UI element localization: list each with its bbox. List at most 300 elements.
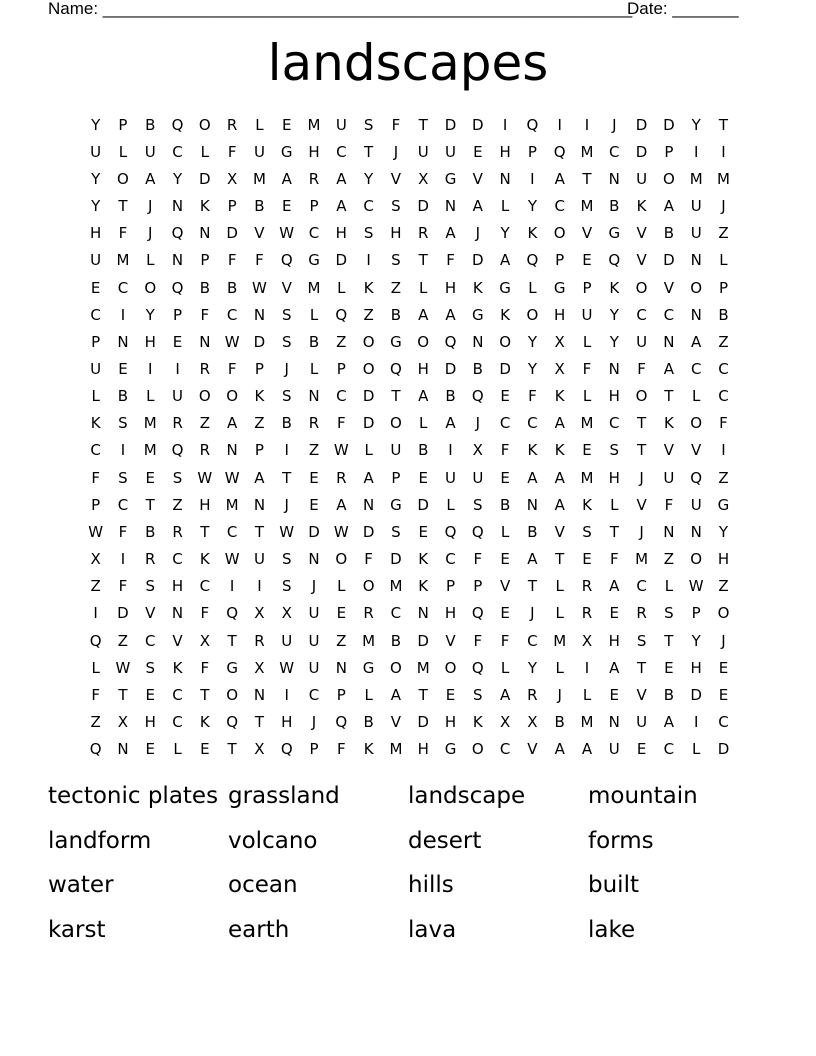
- grid-letter: N: [608, 713, 620, 732]
- grid-letter: C: [609, 414, 620, 433]
- grid-letter: E: [172, 332, 183, 351]
- grid-letter: X: [527, 713, 538, 732]
- grid-letter: X: [199, 631, 210, 650]
- grid-letter: S: [664, 604, 674, 623]
- word-bank-item: hills: [408, 872, 454, 898]
- grid-letter: U: [308, 631, 320, 650]
- grid-letter: C: [636, 305, 647, 324]
- grid-letter: K: [554, 387, 565, 406]
- grid-letter: P: [200, 251, 210, 270]
- grid-letter: Z: [718, 468, 729, 487]
- grid-letter: U: [636, 713, 648, 732]
- grid-letter: X: [554, 332, 565, 351]
- grid-letter: K: [582, 495, 592, 514]
- grid-letter: B: [254, 197, 265, 216]
- grid-row: [82, 546, 742, 573]
- grid-letter: V: [581, 224, 593, 243]
- grid-letter: B: [663, 224, 675, 243]
- grid-letter: C: [527, 414, 538, 433]
- grid-letter: I: [257, 577, 262, 596]
- grid-letter: S: [145, 577, 155, 596]
- grid-letter: Z: [663, 550, 675, 569]
- grid-letter: K: [418, 550, 429, 569]
- grid-letter: T: [254, 522, 265, 541]
- grid-letter: S: [172, 468, 183, 487]
- grid-letter: Q: [471, 658, 484, 677]
- grid-letter: J: [148, 224, 153, 243]
- grid-letter: L: [555, 604, 564, 623]
- grid-row: [82, 192, 742, 219]
- grid-letter: F: [473, 631, 483, 650]
- grid-letter: H: [144, 713, 156, 732]
- grid-letter: I: [120, 305, 126, 324]
- grid-letter: B: [145, 522, 156, 541]
- grid-letter: N: [117, 332, 129, 351]
- grid-letter: Q: [171, 115, 184, 134]
- grid-letter: A: [227, 414, 238, 433]
- grid-letter: O: [690, 414, 703, 433]
- grid-letter: L: [337, 278, 346, 297]
- grid-letter: M: [580, 142, 594, 161]
- grid-letter: D: [417, 713, 429, 732]
- grid-letter: Z: [90, 713, 101, 732]
- grid-letter: L: [337, 577, 346, 596]
- grid-letter: G: [717, 495, 730, 514]
- grid-letter: C: [308, 685, 320, 704]
- grid-letter: E: [418, 468, 428, 487]
- grid-letter: P: [582, 278, 592, 297]
- grid-letter: S: [473, 495, 483, 514]
- grid-letter: Z: [117, 631, 129, 650]
- grid-row: [82, 573, 742, 600]
- grid-letter: M: [580, 197, 594, 216]
- grid-letter: Q: [690, 468, 703, 487]
- grid-letter: T: [418, 251, 428, 270]
- date-field-line: Date: _______: [627, 0, 739, 18]
- grid-letter: M: [580, 414, 594, 433]
- grid-letter: C: [609, 142, 620, 161]
- grid-letter: Q: [280, 251, 293, 270]
- grid-row: [82, 220, 742, 247]
- grid-letter: Q: [171, 278, 184, 297]
- grid-letter: D: [635, 115, 648, 134]
- grid-letter: N: [690, 305, 702, 324]
- grid-letter: F: [118, 224, 128, 243]
- grid-row: [82, 383, 742, 410]
- grid-letter: E: [418, 522, 428, 541]
- grid-letter: S: [582, 522, 592, 541]
- grid-letter: U: [90, 251, 102, 270]
- grid-letter: L: [692, 387, 701, 406]
- grid-letter: L: [610, 495, 619, 514]
- grid-letter: B: [609, 197, 620, 216]
- grid-letter: Z: [336, 332, 347, 351]
- grid-letter: U: [335, 115, 347, 134]
- grid-letter: Y: [609, 305, 619, 324]
- grid-row: [82, 328, 742, 355]
- grid-letter: X: [254, 740, 265, 759]
- grid-letter: D: [335, 251, 348, 270]
- grid-letter: L: [692, 740, 701, 759]
- grid-letter: B: [418, 441, 429, 460]
- grid-letter: M: [252, 169, 266, 188]
- grid-row: [82, 627, 742, 654]
- grid-letter: V: [554, 522, 565, 541]
- grid-letter: L: [200, 142, 210, 161]
- grid-letter: O: [717, 604, 730, 623]
- grid-letter: T: [418, 685, 428, 704]
- grid-letter: N: [117, 740, 129, 759]
- grid-letter: W: [224, 332, 240, 351]
- word-bank-item: forms: [588, 827, 654, 854]
- grid-letter: L: [555, 577, 564, 596]
- grid-letter: B: [281, 414, 292, 433]
- grid-letter: N: [526, 495, 539, 514]
- grid-letter: Y: [718, 522, 729, 541]
- grid-letter: P: [254, 359, 264, 378]
- grid-letter: L: [364, 685, 373, 704]
- grid-letter: R: [199, 359, 211, 378]
- grid-letter: S: [391, 251, 401, 270]
- grid-letter: D: [690, 685, 702, 704]
- grid-letter: R: [527, 685, 538, 704]
- grid-letter: Q: [226, 604, 239, 623]
- grid-letter: K: [527, 441, 538, 460]
- name-field-line: Name: ________________________________________________________: [48, 0, 633, 18]
- grid-letter: A: [445, 414, 456, 433]
- grid-letter: C: [172, 713, 183, 732]
- grid-row: [82, 708, 742, 735]
- grid-letter: U: [144, 142, 156, 161]
- grid-letter: P: [527, 142, 537, 161]
- grid-letter: A: [445, 224, 456, 243]
- grid-letter: I: [120, 550, 126, 569]
- grid-letter: A: [527, 550, 538, 569]
- grid-letter: X: [554, 359, 565, 378]
- grid-letter: I: [175, 359, 180, 378]
- grid-letter: R: [145, 550, 156, 569]
- grid-letter: M: [362, 631, 376, 650]
- grid-letter: F: [227, 251, 237, 270]
- grid-letter: C: [172, 142, 183, 161]
- grid-letter: I: [93, 604, 98, 623]
- grid-letter: J: [148, 197, 153, 216]
- grid-letter: C: [636, 577, 647, 596]
- grid-row: [82, 301, 742, 328]
- grid-letter: A: [336, 495, 347, 514]
- grid-letter: O: [690, 550, 703, 569]
- word-bank-item: volcano: [228, 827, 318, 854]
- grid-letter: L: [500, 658, 510, 677]
- grid-letter: M: [307, 278, 321, 297]
- grid-letter: U: [281, 631, 293, 650]
- grid-letter: V: [527, 740, 538, 759]
- grid-letter: A: [418, 305, 429, 324]
- grid-letter: M: [580, 468, 594, 487]
- grid-letter: C: [117, 495, 129, 514]
- grid-letter: S: [363, 224, 374, 243]
- grid-letter: L: [146, 387, 155, 406]
- grid-letter: N: [253, 685, 266, 704]
- word-bank-item: mountain: [588, 783, 698, 809]
- grid-letter: I: [366, 251, 371, 270]
- grid-letter: B: [527, 522, 538, 541]
- grid-letter: C: [690, 359, 702, 378]
- grid-letter: J: [475, 414, 481, 433]
- grid-letter: V: [663, 278, 675, 297]
- grid-letter: I: [557, 115, 562, 134]
- grid-letter: T: [145, 495, 155, 514]
- grid-letter: A: [527, 468, 538, 487]
- grid-letter: Q: [226, 713, 239, 732]
- grid-letter: E: [582, 550, 592, 569]
- grid-letter: Y: [91, 197, 101, 216]
- grid-letter: C: [554, 197, 565, 216]
- grid-letter: H: [608, 387, 620, 406]
- grid-letter: D: [663, 251, 675, 270]
- grid-letter: Z: [718, 577, 729, 596]
- grid-letter: O: [662, 169, 675, 188]
- grid-letter: U: [253, 142, 265, 161]
- grid-letter: D: [663, 115, 675, 134]
- grid-letter: P: [309, 197, 319, 216]
- grid-letter: K: [472, 713, 483, 732]
- grid-letter: Z: [718, 224, 729, 243]
- grid-letter: W: [224, 550, 240, 569]
- grid-letter: F: [200, 604, 210, 623]
- grid-letter: B: [390, 631, 402, 650]
- grid-letter: N: [308, 550, 320, 569]
- grid-row: [82, 410, 742, 437]
- grid-letter: R: [308, 414, 320, 433]
- grid-letter: K: [609, 278, 620, 297]
- grid-letter: E: [609, 685, 620, 704]
- grid-letter: L: [91, 387, 100, 406]
- grid-letter: E: [145, 740, 155, 759]
- grid-letter: A: [663, 197, 675, 216]
- grid-letter: O: [390, 414, 402, 433]
- grid-letter: N: [199, 224, 211, 243]
- grid-letter: D: [472, 251, 484, 270]
- grid-letter: K: [199, 197, 210, 216]
- grid-letter: P: [336, 685, 346, 704]
- grid-letter: B: [554, 713, 565, 732]
- grid-letter: K: [172, 658, 183, 677]
- grid-letter: I: [693, 142, 699, 161]
- grid-letter: Y: [691, 631, 701, 650]
- grid-letter: S: [281, 387, 292, 406]
- grid-letter: B: [117, 387, 129, 406]
- grid-row: [82, 654, 742, 681]
- grid-letter: D: [117, 604, 129, 623]
- grid-letter: G: [608, 224, 621, 243]
- grid-letter: M: [553, 631, 567, 650]
- grid-letter: H: [608, 631, 620, 650]
- grid-letter: A: [554, 414, 565, 433]
- grid-letter: E: [582, 441, 592, 460]
- grid-letter: A: [281, 169, 292, 188]
- word-bank-item: lava: [408, 916, 457, 943]
- grid-letter: C: [718, 359, 729, 378]
- grid-letter: Q: [171, 224, 184, 243]
- grid-letter: F: [91, 468, 100, 487]
- grid-row: [82, 111, 742, 138]
- grid-letter: C: [445, 550, 456, 569]
- grid-letter: F: [719, 414, 728, 433]
- grid-letter: I: [584, 658, 590, 677]
- grid-letter: C: [527, 631, 538, 650]
- word-bank-item: desert: [408, 827, 482, 854]
- grid-letter: W: [688, 577, 704, 596]
- grid-letter: K: [199, 713, 210, 732]
- grid-letter: A: [336, 197, 347, 216]
- grid-letter: F: [637, 359, 646, 378]
- grid-letter: B: [472, 359, 483, 378]
- grid-letter: R: [636, 604, 647, 623]
- grid-letter: L: [173, 740, 182, 759]
- grid-letter: V: [281, 278, 292, 297]
- grid-letter: E: [90, 278, 101, 297]
- grid-letter: Q: [280, 740, 293, 759]
- grid-letter: I: [721, 441, 726, 460]
- grid-letter: V: [472, 169, 483, 188]
- grid-letter: F: [227, 359, 237, 378]
- grid-letter: T: [664, 387, 674, 406]
- grid-letter: D: [226, 224, 238, 243]
- grid-letter: J: [612, 115, 617, 134]
- grid-letter: F: [500, 631, 510, 650]
- grid-letter: R: [199, 441, 211, 460]
- grid-letter: P: [227, 197, 237, 216]
- grid-letter: K: [472, 278, 483, 297]
- grid-letter: F: [200, 305, 210, 324]
- grid-letter: I: [284, 685, 289, 704]
- grid-letter: G: [444, 169, 457, 188]
- grid-letter: K: [500, 305, 511, 324]
- grid-letter: H: [144, 332, 156, 351]
- grid-letter: H: [335, 224, 347, 243]
- grid-letter: E: [500, 604, 510, 623]
- grid-letter: O: [417, 332, 430, 351]
- word-bank-item: built: [588, 872, 639, 898]
- grid-letter: E: [609, 604, 620, 623]
- grid-letter: O: [117, 169, 129, 188]
- grid-letter: Q: [608, 251, 621, 270]
- word-search-grid: [82, 111, 742, 763]
- grid-letter: L: [146, 251, 155, 270]
- grid-letter: H: [690, 658, 702, 677]
- word-bank: [48, 778, 768, 956]
- grid-letter: H: [608, 468, 620, 487]
- word-bank-item: earth: [228, 916, 290, 943]
- grid-letter: F: [446, 251, 455, 270]
- grid-letter: V: [691, 441, 702, 460]
- grid-letter: E: [145, 468, 155, 487]
- grid-letter: L: [500, 197, 510, 216]
- grid-letter: T: [118, 197, 128, 216]
- grid-letter: N: [171, 197, 184, 216]
- grid-letter: D: [499, 359, 511, 378]
- grid-letter: P: [445, 577, 456, 596]
- grid-letter: N: [253, 495, 266, 514]
- grid-row: [82, 600, 742, 627]
- grid-letter: X: [226, 169, 238, 188]
- grid-row: [82, 274, 742, 301]
- grid-letter: U: [445, 468, 456, 487]
- page-title: landscapes: [267, 34, 549, 92]
- grid-row: [82, 464, 742, 491]
- grid-letter: P: [391, 468, 401, 487]
- grid-letter: I: [120, 441, 126, 460]
- grid-letter: I: [448, 441, 453, 460]
- grid-letter: S: [281, 332, 292, 351]
- grid-letter: J: [721, 631, 726, 650]
- grid-letter: T: [200, 685, 210, 704]
- grid-letter: H: [417, 359, 429, 378]
- grid-letter: N: [472, 332, 484, 351]
- grid-letter: N: [417, 604, 429, 623]
- grid-letter: O: [690, 278, 703, 297]
- grid-letter: Y: [91, 115, 101, 134]
- grid-letter: A: [363, 468, 374, 487]
- grid-letter: U: [308, 604, 320, 623]
- grid-letter: O: [198, 115, 211, 134]
- grid-letter: U: [608, 740, 620, 759]
- grid-letter: U: [690, 197, 702, 216]
- grid-letter: C: [390, 604, 402, 623]
- grid-letter: V: [390, 713, 402, 732]
- grid-letter: E: [718, 685, 729, 704]
- grid-letter: Q: [390, 359, 402, 378]
- grid-letter: V: [663, 441, 675, 460]
- grid-letter: K: [363, 278, 374, 297]
- grid-letter: F: [364, 550, 373, 569]
- grid-letter: C: [499, 740, 511, 759]
- grid-letter: G: [362, 658, 375, 677]
- grid-letter: Y: [609, 332, 619, 351]
- grid-letter: A: [581, 740, 593, 759]
- grid-letter: E: [500, 550, 510, 569]
- grid-letter: H: [417, 740, 429, 759]
- grid-letter: C: [226, 305, 238, 324]
- grid-letter: M: [689, 169, 703, 188]
- grid-letter: N: [690, 251, 702, 270]
- grid-letter: O: [390, 658, 402, 677]
- grid-letter: P: [118, 115, 128, 134]
- grid-letter: G: [390, 495, 402, 514]
- grid-letter: A: [499, 685, 511, 704]
- grid-letter: E: [718, 658, 729, 677]
- grid-letter: B: [226, 278, 238, 297]
- grid-letter: F: [664, 495, 674, 514]
- grid-letter: C: [663, 305, 675, 324]
- grid-letter: T: [637, 414, 647, 433]
- grid-letter: W: [333, 441, 349, 460]
- grid-letter: P: [691, 604, 701, 623]
- grid-letter: M: [143, 441, 157, 460]
- grid-letter: A: [554, 740, 565, 759]
- grid-row: [82, 247, 742, 274]
- grid-letter: K: [254, 387, 265, 406]
- grid-letter: B: [363, 713, 374, 732]
- grid-letter: N: [499, 169, 511, 188]
- grid-letter: F: [391, 115, 401, 134]
- grid-letter: C: [336, 142, 347, 161]
- grid-row: [82, 138, 742, 165]
- grid-letter: S: [281, 305, 292, 324]
- grid-letter: F: [255, 251, 264, 270]
- grid-letter: U: [663, 468, 675, 487]
